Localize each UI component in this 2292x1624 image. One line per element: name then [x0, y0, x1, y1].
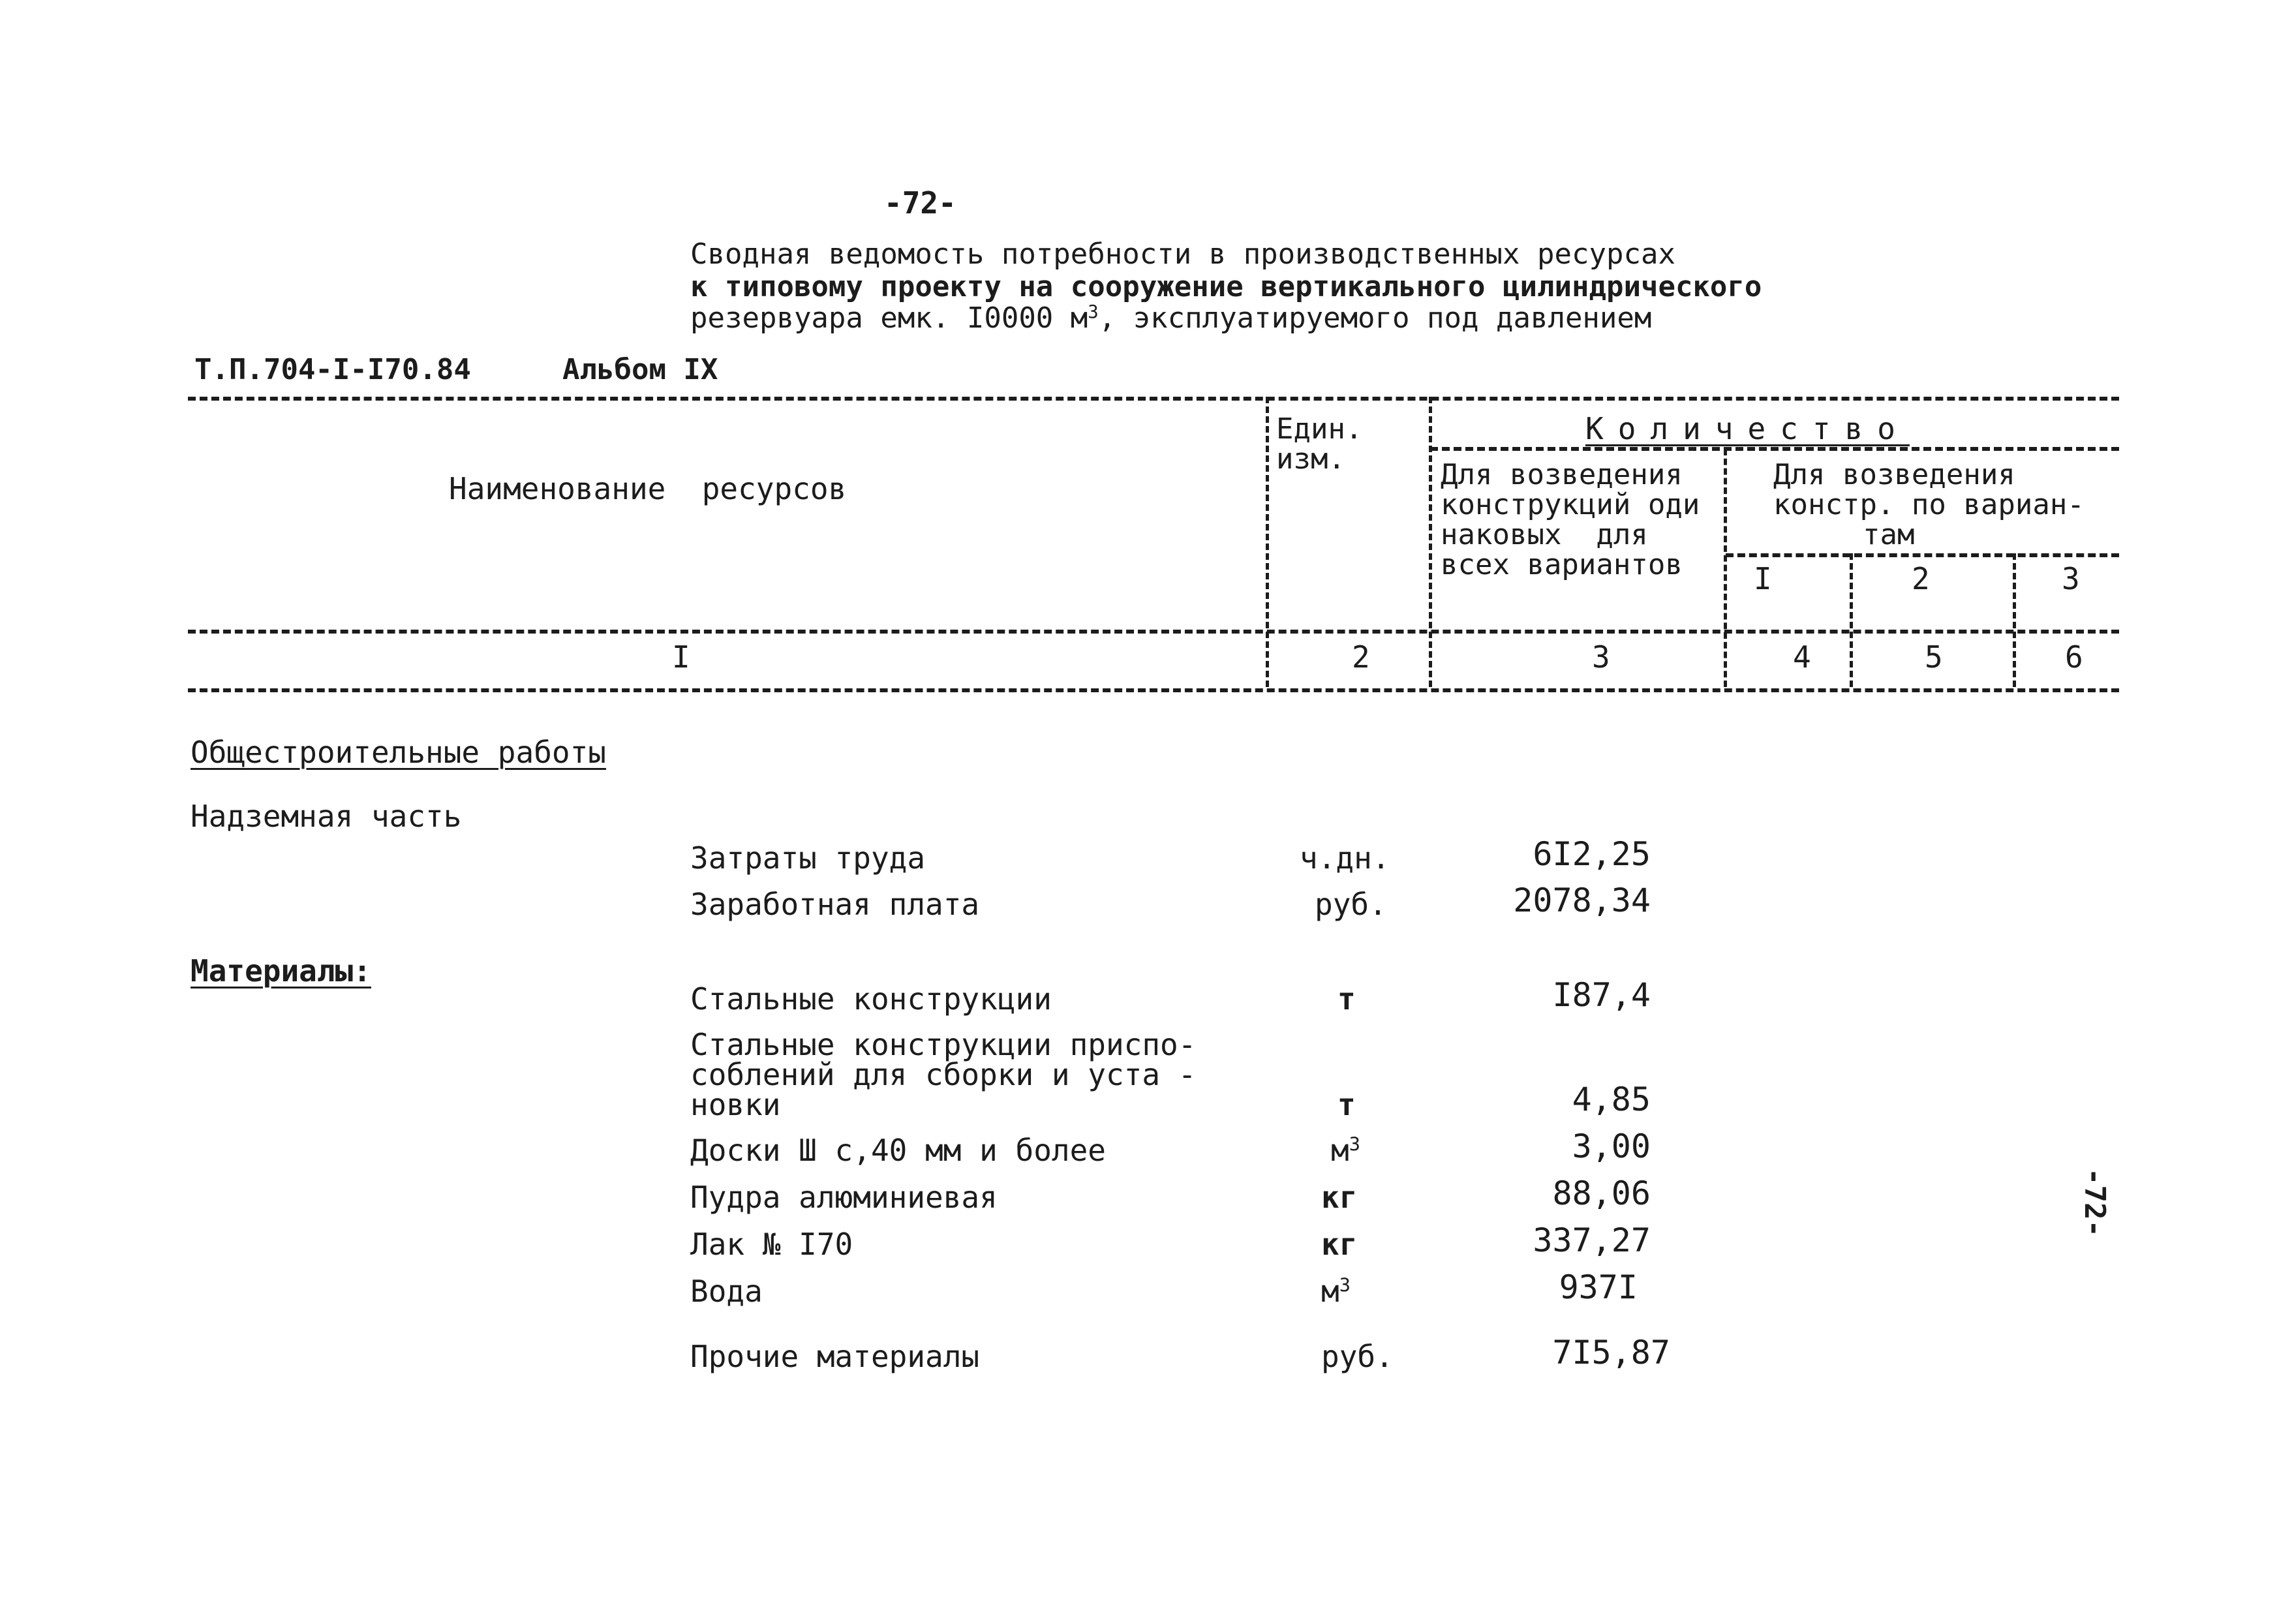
- title-line-3: резервуара емк. I0000 $м^3$, эксплуатируемого под давлением: [690, 301, 1652, 335]
- header-mid-rule: [188, 630, 2119, 634]
- header-unit-line2: изм.: [1276, 442, 1345, 476]
- header-variant-1: I: [1754, 561, 1772, 596]
- row-unit: кг: [1321, 1180, 1358, 1215]
- section-materials: Материалы:: [191, 953, 371, 988]
- header-top-rule: [188, 397, 2119, 401]
- col-divider-5: [2013, 553, 2016, 687]
- col-divider-3: [1724, 449, 1727, 687]
- row-value: 88,06: [1552, 1174, 1651, 1212]
- row-unit: т: [1337, 1087, 1356, 1122]
- row-name: Доски Ш с,40 мм и более: [690, 1133, 1106, 1168]
- row-name: Заработная плата: [690, 887, 980, 922]
- header-common-line1: Для возведения: [1441, 458, 1683, 491]
- header-variants-line3: там: [1863, 518, 1915, 551]
- row-unit: кг: [1321, 1227, 1358, 1262]
- header-variants-line2: констр. по вариан-: [1773, 488, 2085, 521]
- header-quantity: Количество: [1585, 411, 1910, 446]
- col-number-4: 4: [1793, 639, 1811, 675]
- margin-page-mark: -72-: [2078, 1168, 2111, 1237]
- row-unit: руб.: [1321, 1339, 1394, 1374]
- col-number-3: 3: [1592, 639, 1610, 675]
- col-number-6: 6: [2065, 639, 2083, 675]
- header-common-line2: конструкций оди: [1441, 488, 1700, 521]
- row-name: Стальные конструкции: [690, 981, 1052, 1017]
- row-name: Вода: [690, 1274, 763, 1309]
- header-unit-line1: Един.: [1276, 412, 1363, 446]
- row-unit: $м^3$: [1331, 1133, 1360, 1168]
- header-bottom-rule: [188, 688, 2119, 692]
- page-number: -72-: [884, 185, 956, 221]
- header-variant-3: 3: [2062, 561, 2080, 596]
- section-general-works: Общестроительные работы: [191, 735, 606, 770]
- row-name-line3: новки: [690, 1087, 781, 1122]
- header-name-resources: Наименование ресурсов: [449, 471, 847, 506]
- col-divider-2: [1429, 397, 1432, 687]
- row-name: Прочие материалы: [690, 1339, 980, 1374]
- subsection-above-ground: Надземная часть: [191, 799, 462, 834]
- row-value: 3,00: [1572, 1127, 1651, 1165]
- col-number-2: 2: [1352, 639, 1370, 675]
- title-line-1: Сводная ведомость потребности в производственных ресурсах: [690, 237, 1675, 271]
- doc-code: Т.П.704-I-I70.84: [194, 353, 471, 386]
- header-variant-2: 2: [1912, 561, 1930, 596]
- title-line-2: к типовому проекту на сооружение вертикального цилиндрического: [690, 270, 1762, 303]
- row-value: 7I5,87: [1552, 1334, 1670, 1371]
- album-label: Альбом IX: [562, 353, 718, 386]
- row-value: I87,4: [1552, 976, 1651, 1014]
- row-name-line1: Стальные конструкции приспо-: [690, 1027, 1197, 1062]
- header-common-line3: наковых для: [1441, 518, 1648, 551]
- row-name: Лак № I70: [690, 1227, 853, 1262]
- header-variants-line1: Для возведения: [1773, 458, 2015, 491]
- col-number-1: I: [672, 639, 690, 675]
- row-unit: руб.: [1315, 887, 1387, 922]
- quantity-rule: [1430, 447, 2119, 451]
- row-value: 337,27: [1533, 1221, 1651, 1259]
- col-number-5: 5: [1925, 639, 1943, 675]
- row-name: Пудра алюминиевая: [690, 1180, 998, 1215]
- row-name-line2: соблений для сборки и уста -: [690, 1057, 1197, 1092]
- row-name: Затраты труда: [690, 840, 926, 876]
- row-unit: ч.дн.: [1300, 840, 1390, 876]
- row-value: 6I2,25: [1533, 835, 1651, 873]
- row-value: 4,85: [1572, 1080, 1651, 1118]
- col-divider-4: [1850, 553, 1853, 687]
- row-value: 937I: [1559, 1268, 1638, 1306]
- variants-rule: [1726, 553, 2119, 557]
- col-divider-1: [1266, 397, 1269, 687]
- row-unit: $м^3$: [1321, 1274, 1351, 1309]
- row-value: 2078,34: [1513, 881, 1651, 919]
- header-common-line4: всех вариантов: [1441, 548, 1683, 581]
- row-unit: т: [1337, 981, 1356, 1017]
